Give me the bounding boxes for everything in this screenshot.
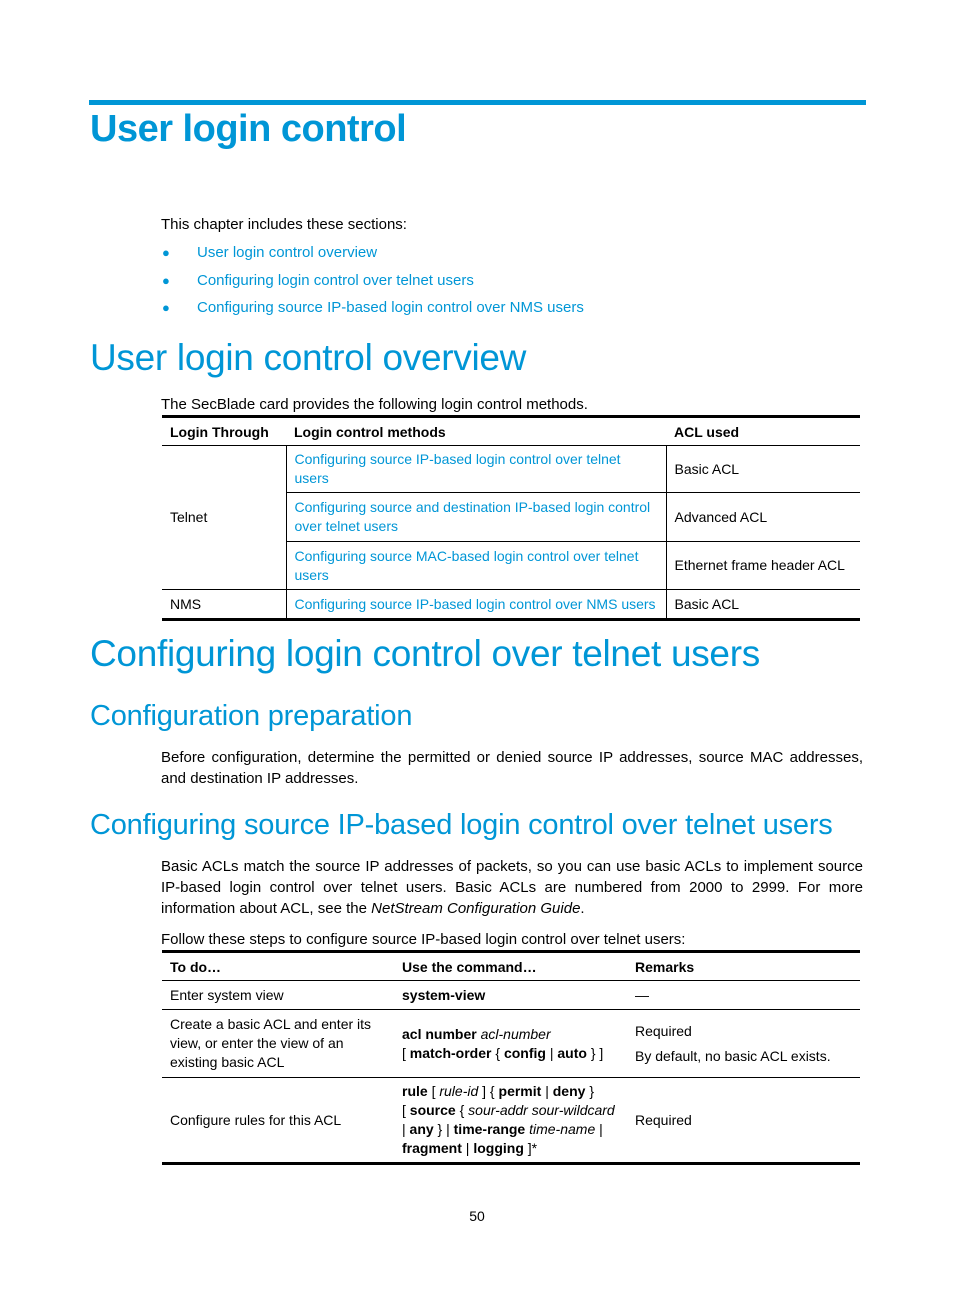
cmd-sym: { [495,1044,501,1061]
overview-text: The SecBlade card provides the following login control methods. [161,396,588,413]
cmd-sym: | [545,1083,549,1099]
cmd-sym: } [589,1083,594,1099]
source-ip-heading: Configuring source IP-based login control over telnet users [90,809,833,841]
method-link[interactable]: Configuring source and destination IP-based login control over telnet users [286,493,666,542]
cmd-sym: | [549,1044,554,1061]
cmd-sym: [ [402,1044,406,1061]
cmd-keyword: logging [473,1140,524,1156]
remarks-line: By default, no basic ACL exists. [635,1047,831,1064]
cmd-arg: rule-id [439,1083,479,1099]
login-through-cell: NMS [162,590,286,620]
login-methods-table [162,415,860,621]
todo-cell: Configure rules for this ACL [170,1111,342,1128]
bullet-icon: ● [162,245,170,260]
todo-cell: Create a basic ACL and enter its view, or enter the view of an existing basic ACL [170,1016,372,1070]
remarks-cell: Required [635,1111,692,1128]
cmd-keyword: deny [552,1083,586,1099]
cmd-sym: [ [431,1083,436,1099]
prep-heading: Configuration preparation [90,700,413,732]
table-header: Use the command… [402,959,537,975]
acl-cell: Advanced ACL [674,508,768,525]
command-cell [394,1078,627,1164]
cmd-arg: sour-addr sour-wildcard [468,1102,615,1118]
table-header: Login control methods [294,424,446,440]
steps-table [162,950,860,1165]
cmd-sym: [ [402,1102,406,1118]
cmd-keyword: time-range [453,1121,526,1137]
intro-text: This chapter includes these sections: [161,216,407,233]
remarks-cell [627,1010,860,1078]
login-through-cell: Telnet [162,446,286,590]
method-link[interactable]: Configuring source IP-based login control over NMS users [286,590,666,620]
telnet-heading: Configuring login control over telnet users [90,633,760,674]
cmd-keyword: acl number [402,1025,477,1042]
table-row [162,446,860,493]
acl-cell: Basic ACL [674,595,740,612]
method-link[interactable]: Configuring source IP-based login control over telnet users [286,446,666,493]
cmd-keyword: config [503,1044,546,1061]
cmd-keyword: source [409,1102,456,1118]
guide-title: NetStream Configuration Guide [371,900,581,917]
table-header: Remarks [635,959,695,975]
cmd-sym: | [465,1140,470,1156]
table-row [162,1010,860,1078]
acl-cell: Ethernet frame header ACL [674,557,845,573]
acl-cell: Basic ACL [674,460,740,477]
cmd-sym: | [402,1121,406,1137]
cmd-keyword: permit [498,1083,542,1099]
cmd-sym: } | [437,1121,450,1137]
chapter-top-rule [89,100,866,105]
cmd-keyword: fragment [402,1140,462,1156]
prep-text: Before configuration, determine the permitted or denied source IP addresses, source MAC addresses, and destination IP addresses. [161,749,863,787]
cmd-arg: acl-number [480,1025,551,1042]
chapter-title: User login control [90,108,407,150]
table-row [162,1078,860,1164]
table-row [162,590,860,620]
todo-cell: Enter system view [170,986,284,1003]
body-text: Basic ACLs match the source IP addresses of packets, so you can use basic ACLs to implement source IP-based login control over telnet users. Basic ACLs are numbered from 2000 to 2999. For more information about ACL, see the [161,858,863,917]
method-link[interactable]: Configuring source MAC-based login control over telnet users [286,542,666,590]
steps-intro: Follow these steps to configure source IP-based login control over telnet users: [161,931,686,948]
cmd-sym: ] { [482,1083,495,1099]
cmd-keyword: rule [402,1083,428,1099]
cmd-keyword: match-order [409,1044,492,1061]
page-number: 50 [469,1208,485,1224]
command-cell: system-view [402,986,486,1003]
remarks-line: Required [635,1022,692,1039]
command-cell [394,1010,627,1078]
table-header: To do… [170,959,222,975]
section-link[interactable]: Configuring source IP-based login control over NMS users [197,299,584,317]
cmd-keyword: auto [557,1044,587,1061]
source-ip-text [161,856,863,919]
section-link[interactable]: Configuring login control over telnet users [197,271,474,289]
table-row [162,981,860,1010]
cmd-sym: { [459,1102,465,1118]
cmd-sym: | [599,1121,603,1137]
bullet-icon: ● [162,300,170,316]
body-text: . [580,900,585,917]
bullet-icon: ● [162,272,170,288]
section-link[interactable]: User login control overview [197,244,378,261]
cmd-sym: ]* [527,1140,538,1156]
overview-heading: User login control overview [90,337,527,378]
cmd-arg: time-name [529,1121,596,1137]
cmd-keyword: any [409,1121,434,1137]
table-header: Login Through [170,424,269,440]
cmd-sym: } ] [590,1044,604,1061]
table-header: ACL used [674,424,740,440]
remarks-cell: — [635,986,649,1003]
